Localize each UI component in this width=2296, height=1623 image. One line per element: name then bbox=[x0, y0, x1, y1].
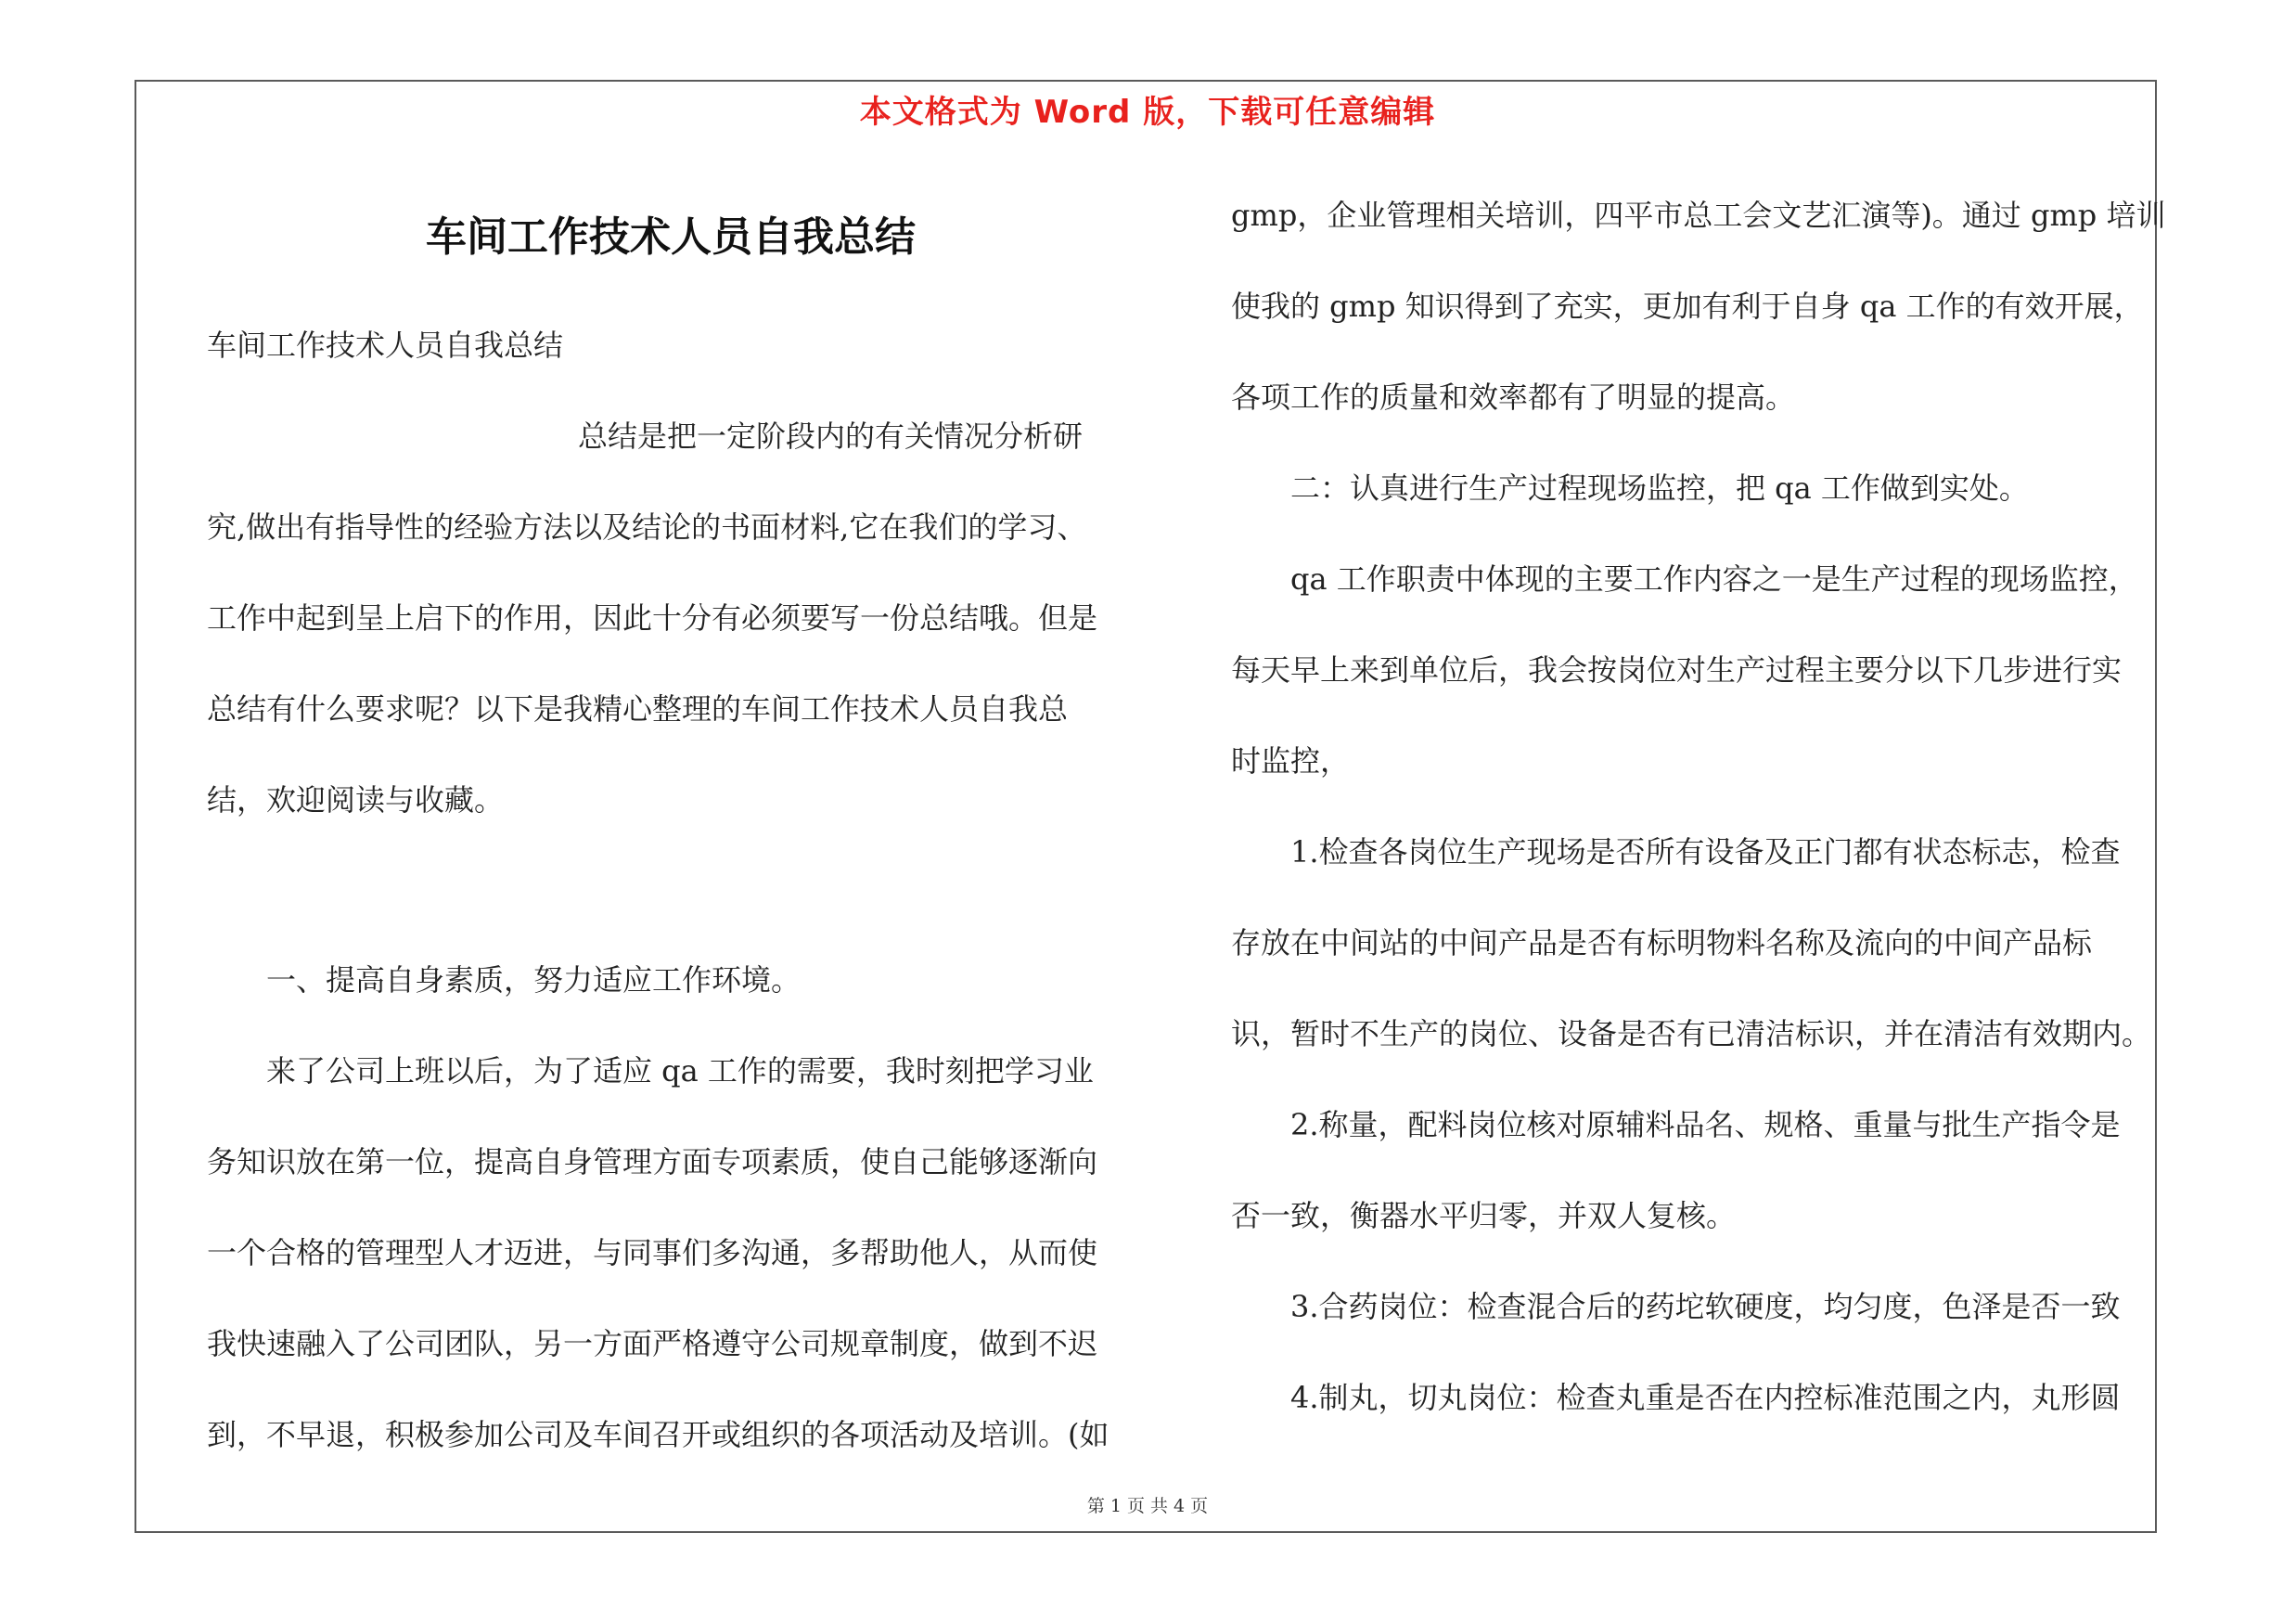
left-line-2: 总结是把一定阶段内的有关情况分析研 bbox=[578, 419, 1084, 454]
left-line-1: 车间工作技术人员自我总结 bbox=[207, 328, 564, 363]
left-line-4: 工作中起到呈上启下的作用，因此十分有必须要写一份总结哦。但是 bbox=[207, 600, 1098, 636]
left-line-9: 务知识放在第一位，提高自身管理方面专项素质，使自己能够逐渐向 bbox=[207, 1144, 1098, 1179]
right-line-8: 1.检查各岗位生产现场是否所有设备及正门都有状态标志，检查 bbox=[1290, 834, 2121, 869]
right-line-5: qa 工作职责中体现的主要工作内容之一是生产过程的现场监控， bbox=[1290, 561, 2138, 597]
left-line-8: 来了公司上班以后，为了适应 qa 工作的需要，我时刻把学习业 bbox=[266, 1053, 1094, 1088]
right-line-1: gmp，企业管理相关培训，四平市总工会文艺汇演等)。通过 gmp 培训 bbox=[1231, 198, 2166, 233]
left-line-3: 究,做出有指导性的经验方法以及结论的书面材料,它在我们的学习、 bbox=[207, 509, 1087, 545]
right-line-4: 二：认真进行生产过程现场监控，把 qa 工作做到实处。 bbox=[1290, 470, 2029, 506]
right-line-13: 3.合药岗位：检查混合后的药坨软硬度，均匀度，色泽是否一致 bbox=[1290, 1289, 2121, 1324]
right-line-3: 各项工作的质量和效率都有了明显的提高。 bbox=[1231, 380, 1796, 415]
left-line-12: 到，不早退，积极参加公司及车间召开或组织的各项活动及培训。(如 bbox=[207, 1417, 1110, 1452]
left-line-7: 一、提高自身素质，努力适应工作环境。 bbox=[266, 962, 802, 998]
page-footer: 第 1 页 共 4 页 bbox=[1086, 1496, 1209, 1516]
right-line-12: 否一致，衡器水平归零，并双人复核。 bbox=[1231, 1198, 1737, 1233]
right-line-11: 2.称量，配料岗位核对原辅料品名、规格、重量与批生产指令是 bbox=[1290, 1107, 2121, 1142]
left-line-6: 结，欢迎阅读与收藏。 bbox=[207, 782, 505, 818]
right-line-6: 每天早上来到单位后，我会按岗位对生产过程主要分以下几步进行实 bbox=[1231, 652, 2123, 688]
right-line-10: 识，暂时不生产的岗位、设备是否有已清洁标识，并在清洁有效期内。 bbox=[1231, 1016, 2152, 1051]
left-line-5: 总结有什么要求呢？以下是我精心整理的车间工作技术人员自我总 bbox=[207, 691, 1069, 727]
left-line-11: 我快速融入了公司团队，另一方面严格遵守公司规章制度，做到不迟 bbox=[207, 1326, 1098, 1361]
right-line-14: 4.制丸，切丸岗位：检查丸重是否在内控标准范围之内，丸形圆 bbox=[1290, 1380, 2121, 1415]
left-line-10: 一个合格的管理型人才迈进，与同事们多沟通，多帮助他人，从而使 bbox=[207, 1235, 1098, 1270]
right-line-2: 使我的 gmp 知识得到了充实，更加有利于自身 qa 工作的有效开展， bbox=[1231, 289, 2144, 324]
document-title: 车间工作技术人员自我总结 bbox=[426, 213, 916, 261]
format-banner: 本文格式为 Word 版，下载可任意编辑 bbox=[859, 94, 1436, 131]
page-frame bbox=[135, 80, 2166, 1533]
right-line-9: 存放在中间站的中间产品是否有标明物料名称及流向的中间产品标 bbox=[1231, 925, 2093, 960]
right-line-7: 时监控， bbox=[1231, 743, 1351, 779]
